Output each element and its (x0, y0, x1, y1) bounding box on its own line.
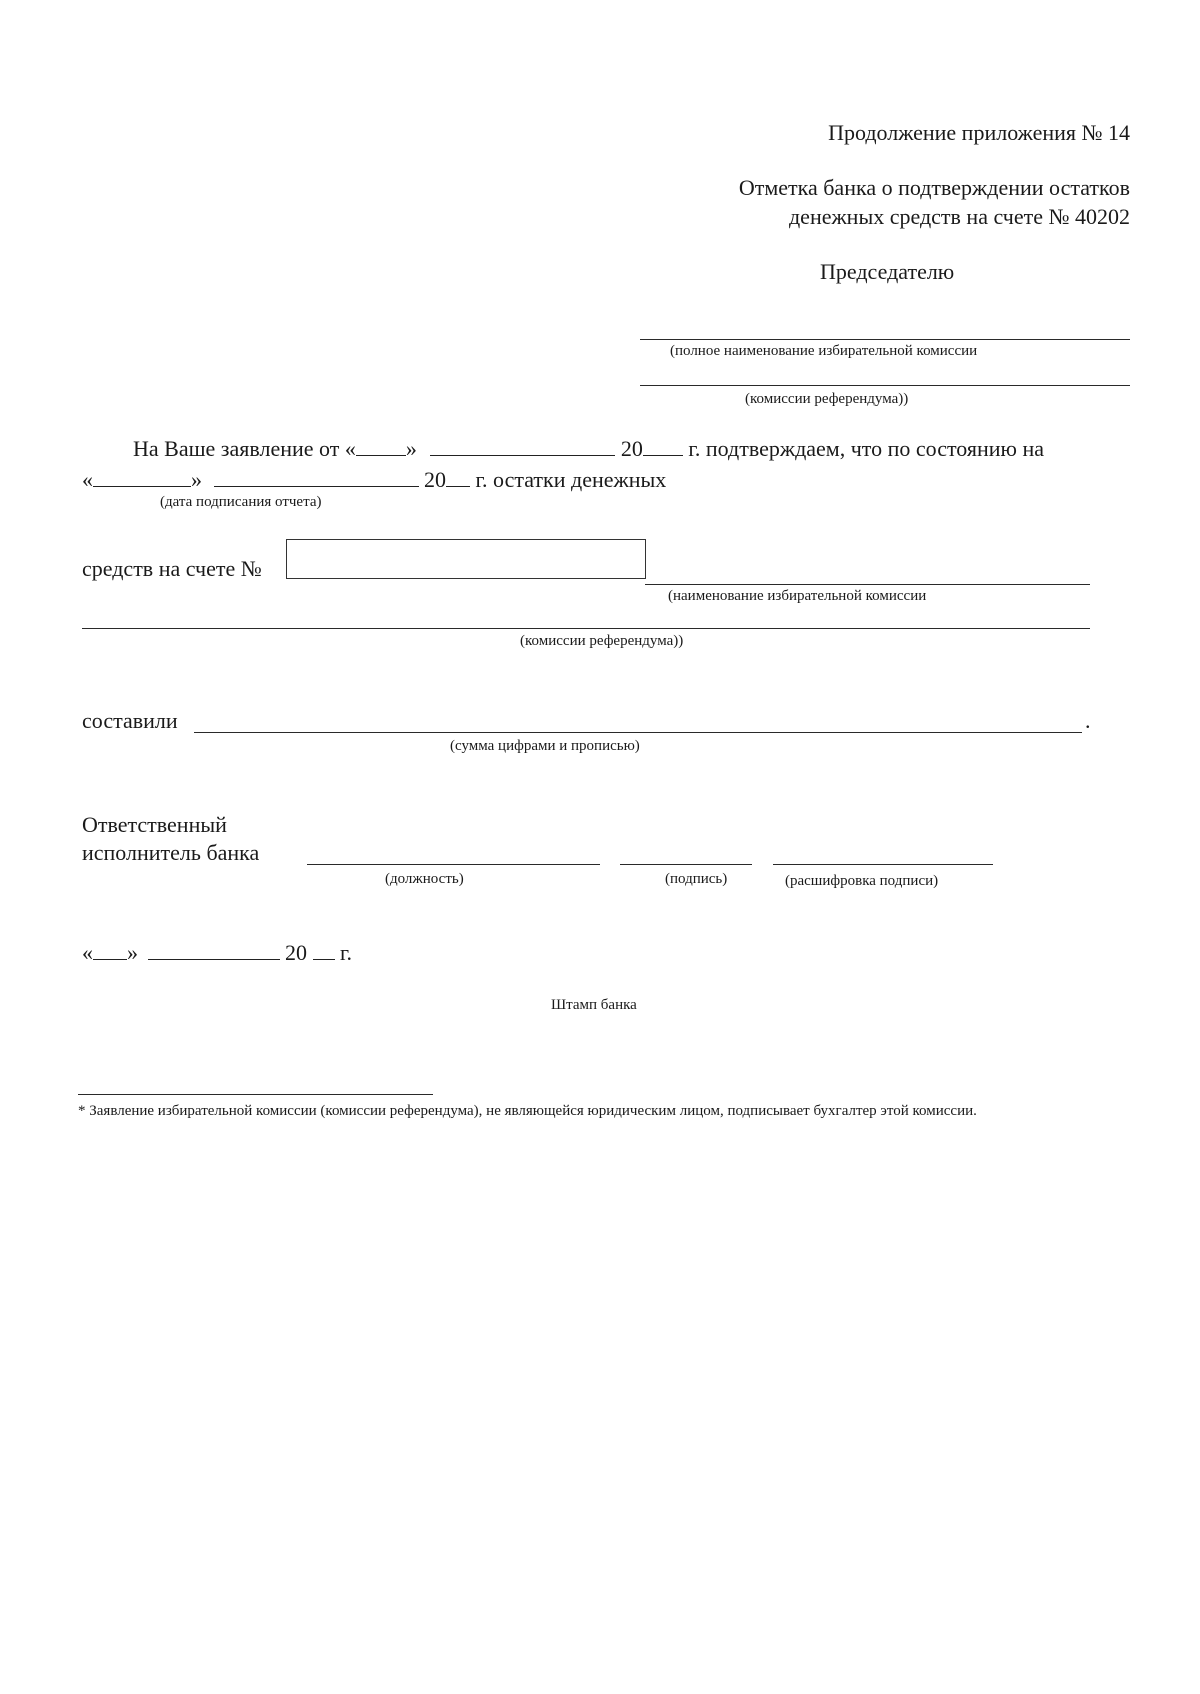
date-line (82, 940, 352, 966)
caption-commission-name: (наименование избирательной комиссии (668, 588, 927, 604)
date-year-prefix: 20 (285, 940, 307, 965)
balance-year-blank[interactable] (446, 468, 470, 487)
amount-label: составили (82, 708, 178, 733)
signature-line[interactable] (620, 864, 752, 865)
balance-month-blank[interactable] (214, 468, 419, 487)
statement-year-prefix: 20 (620, 436, 643, 461)
date-day-blank[interactable] (93, 941, 127, 960)
addressee-label: Председателю (820, 259, 955, 284)
date-month-blank[interactable] (148, 941, 280, 960)
caption-amount: (сумма цифрами и прописью) (450, 738, 640, 754)
caption-report-date: (дата подписания отчета) (160, 494, 322, 510)
position-line[interactable] (307, 864, 600, 865)
account-commission-line[interactable] (645, 584, 1090, 585)
commission-ref-line-2[interactable] (82, 628, 1090, 629)
amount-end-dot: . (1085, 708, 1091, 733)
date-year-blank[interactable] (313, 941, 335, 960)
account-number-box[interactable] (286, 539, 646, 579)
statement-month-blank[interactable] (430, 437, 615, 456)
caption-commission-full: (полное наименование избирательной комиссии (670, 343, 978, 359)
statement-confirm-text: г. подтверждаем, что по состоянию на (688, 436, 1045, 461)
statement-quote-close: » (405, 436, 417, 461)
commission-ref-line[interactable] (640, 385, 1130, 386)
account-label: средств на счете № (82, 556, 262, 581)
date-quote-close: » (127, 940, 138, 965)
caption-position: (должность) (385, 871, 464, 887)
form-title-line1: Отметка банка о подтверждении остатков (738, 175, 1130, 200)
amount-line[interactable] (194, 732, 1082, 733)
signature-decoding-line[interactable] (773, 864, 993, 865)
form-title-line2: денежных средств на счете № 40202 (788, 204, 1130, 229)
statement-year-blank[interactable] (643, 437, 683, 456)
caption-commission-ref: (комиссии референдума)) (745, 391, 909, 407)
balance-day-blank[interactable] (93, 468, 191, 487)
responsible-label-line2: исполнитель банка (82, 840, 260, 865)
statement-line1 (133, 436, 1044, 462)
caption-decoding: (расшифровка подписи) (785, 873, 939, 889)
footnote-separator (78, 1094, 433, 1095)
balance-year-prefix: 20 (424, 467, 446, 492)
caption-commission-ref-2: (комиссии референдума)) (520, 633, 684, 649)
bank-stamp-label: Штамп банка (551, 997, 637, 1013)
continuation-label: Продолжение приложения № 14 (828, 120, 1130, 145)
responsible-label-line1: Ответственный (82, 812, 227, 837)
statement-intro: На Ваше заявление от « (133, 436, 356, 461)
balance-text: г. остатки денежных (475, 467, 667, 492)
statement-line2 (82, 467, 666, 493)
date-quote-open: « (82, 940, 93, 965)
caption-signature: (подпись) (665, 871, 728, 887)
balance-quote-open: « (82, 467, 93, 492)
footnote-text: * Заявление избирательной комиссии (комиссии референдума), не являющейся юридическим лицом, подписывает бухгалтер этой комиссии. (78, 1103, 977, 1119)
statement-day-blank[interactable] (356, 437, 406, 456)
date-year-suffix: г. (340, 940, 353, 965)
balance-quote-close: » (191, 467, 202, 492)
commission-name-line[interactable] (640, 339, 1130, 340)
